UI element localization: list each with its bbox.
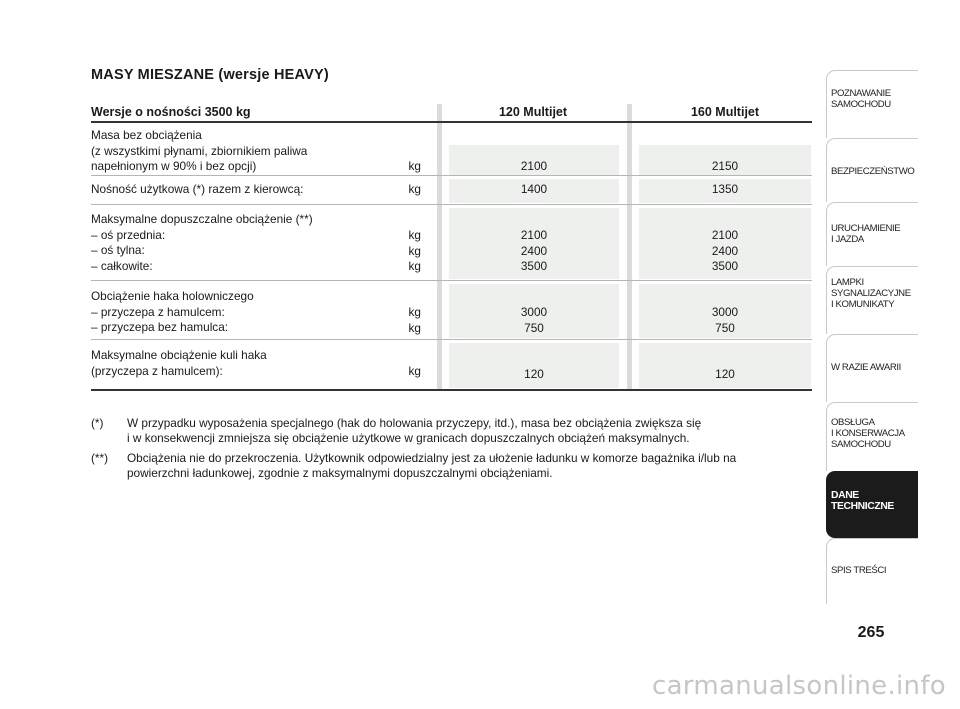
sidebar-tab-label: SAMOCHODU <box>831 439 891 450</box>
value: 3000 <box>711 305 739 319</box>
table-row <box>91 176 812 205</box>
footnote-line: Obciążenia nie do przekroczenia. Użytkownik odpowiedzialny jest za ułożenie ładunku w komorze bagażnika i/lub na <box>127 451 737 465</box>
footnotes <box>91 416 796 486</box>
value: 3500 <box>520 259 548 273</box>
row-label-line: (przyczepa z hamulcem): <box>91 363 223 378</box>
row-label-line: Obciążenie haka holowniczego <box>91 289 254 303</box>
table-row <box>91 205 812 281</box>
sidebar-tab-label: SYGNALIZACYJNE <box>831 288 911 299</box>
unit-label: kg <box>408 364 421 378</box>
footnote-mark: (**) <box>91 451 109 465</box>
value: 2100 <box>711 228 739 242</box>
row-label-line: – przyczepa bez hamulca: <box>91 320 229 334</box>
unit-label: kg <box>408 228 421 242</box>
row-label-line: Nośność użytkowa (*) razem z kierowcą: <box>91 182 304 196</box>
watermark: carmanualsonline.info <box>651 671 946 701</box>
row-label-line: – całkowite: <box>91 258 153 273</box>
sidebar-tab-obsluga-i-konserwacja[interactable] <box>826 402 918 471</box>
row-units <box>396 305 421 336</box>
footnote-line: powierzchni ładunkowej, zgodnie z maksymalnymi dopuszczalnymi obciążeniami. <box>127 466 553 480</box>
unit-label: kg <box>408 159 421 173</box>
value: 750 <box>715 320 735 335</box>
value: 2100 <box>520 228 548 242</box>
footnote-text <box>127 451 796 481</box>
row-label <box>91 182 303 198</box>
sidebar-tab-label: OBSŁUGA <box>831 417 875 428</box>
sidebar-tab-label: URUCHAMIENIE <box>831 223 901 234</box>
sidebar-tab-dane-techniczne[interactable] <box>826 471 918 538</box>
unit-label: kg <box>408 243 421 258</box>
sidebar-tab-label: I JAZDA <box>831 234 864 245</box>
table-row <box>91 123 812 176</box>
row-label <box>91 289 254 336</box>
sidebar-tab-label: TECHNICZNE <box>831 501 894 512</box>
row-units <box>396 228 421 275</box>
value-cell-120-multijet <box>449 179 619 203</box>
value-cell-160-multijet <box>639 343 811 388</box>
value-cell-160-multijet <box>639 284 811 338</box>
row-label <box>91 128 307 175</box>
page-title: MASY MIESZANE (wersje HEAVY) <box>91 67 329 83</box>
value: 2400 <box>520 243 548 258</box>
row-label-line: napełnionym w 90% i bez opcji) <box>91 159 257 173</box>
table-caption: Wersje o nośności 3500 kg <box>91 105 251 119</box>
unit-label: kg <box>408 182 421 196</box>
value-cell-160-multijet <box>639 208 811 279</box>
value: 750 <box>524 320 544 335</box>
footnote <box>91 451 796 481</box>
value: 120 <box>715 367 735 381</box>
sidebar-tab-label: I KONSERWACJA <box>831 428 905 439</box>
value: 3500 <box>711 259 739 273</box>
page-number: 265 <box>857 624 885 641</box>
value-cell-160-multijet <box>639 145 811 175</box>
sidebar-tab-spis-tresci[interactable] <box>826 538 918 604</box>
value-cell-160-multijet <box>639 179 811 203</box>
row-label-line: – oś tylna: <box>91 243 145 257</box>
sidebar-tab-uruchamienie-i-jazda[interactable] <box>826 202 918 266</box>
sidebar-tab-label: DANE <box>831 490 859 501</box>
row-units <box>396 364 421 380</box>
row-label <box>91 348 267 379</box>
row-label-line: – przyczepa z hamulcem: <box>91 304 225 319</box>
row-label-line: (z wszystkimi płynami, zbiornikiem paliwa <box>91 143 308 158</box>
footnote-text <box>127 416 796 446</box>
value: 2400 <box>711 243 739 258</box>
sidebar-tab-label: I KOMUNIKATY <box>831 299 895 310</box>
value: 2150 <box>711 159 739 173</box>
value: 1350 <box>711 182 739 196</box>
column-header-160-multijet: 160 Multijet <box>690 105 760 119</box>
footnote-line: W przypadku wyposażenia specjalnego (hak do holowania przyczepy, itd.), masa bez obciążenia zwiększa się <box>127 416 702 430</box>
column-header-120-multijet: 120 Multijet <box>498 105 568 119</box>
sidebar-tab-label: W RAZIE AWARII <box>831 362 901 373</box>
sidebar-tab-label: POZNAWANIE <box>831 88 891 99</box>
value-cell-120-multijet <box>449 145 619 175</box>
row-label-line: Maksymalne obciążenie kuli haka <box>91 348 267 362</box>
sidebar-tab-label: BEZPIECZEŃSTWO <box>831 166 915 177</box>
row-label-line: Maksymalne dopuszczalne obciążenie (**) <box>91 212 313 226</box>
table-row <box>91 340 812 391</box>
value-cell-120-multijet <box>449 284 619 338</box>
unit-label: kg <box>408 259 421 273</box>
sidebar-tab-w-razie-awarii[interactable] <box>826 334 918 402</box>
row-label-line: Masa bez obciążenia <box>91 128 202 142</box>
sidebar-tab-label: SPIS TREŚCI <box>831 565 887 576</box>
value: 3000 <box>520 305 548 319</box>
row-units <box>396 182 421 198</box>
table-row <box>91 281 812 340</box>
section-sidebar <box>826 70 918 604</box>
row-label-line: – oś przednia: <box>91 227 166 242</box>
value: 2100 <box>520 159 548 173</box>
row-label <box>91 212 313 274</box>
footnote-mark: (*) <box>91 416 104 430</box>
sidebar-tab-bezpieczenstwo[interactable] <box>826 138 918 202</box>
value: 120 <box>524 367 544 381</box>
value-cell-120-multijet <box>449 343 619 388</box>
sidebar-tab-label: SAMOCHODU <box>831 99 891 110</box>
sidebar-tab-poznawanie-samochodu[interactable] <box>826 70 918 138</box>
sidebar-tab-lampki-sygnalizacyjne[interactable] <box>826 266 918 334</box>
unit-label: kg <box>408 305 421 319</box>
row-units <box>396 159 421 175</box>
footnote-line: i w konsekwencji zmniejsza się obciążenie użytkowe w granicach dopuszczalnych obciążeń maksymalnych. <box>127 431 690 445</box>
value-cell-120-multijet <box>449 208 619 279</box>
footnote <box>91 416 796 446</box>
spec-table <box>91 100 812 391</box>
table-header-row <box>91 100 812 123</box>
unit-label: kg <box>408 320 421 335</box>
value: 1400 <box>520 182 548 196</box>
sidebar-tab-label: LAMPKI <box>831 277 864 288</box>
